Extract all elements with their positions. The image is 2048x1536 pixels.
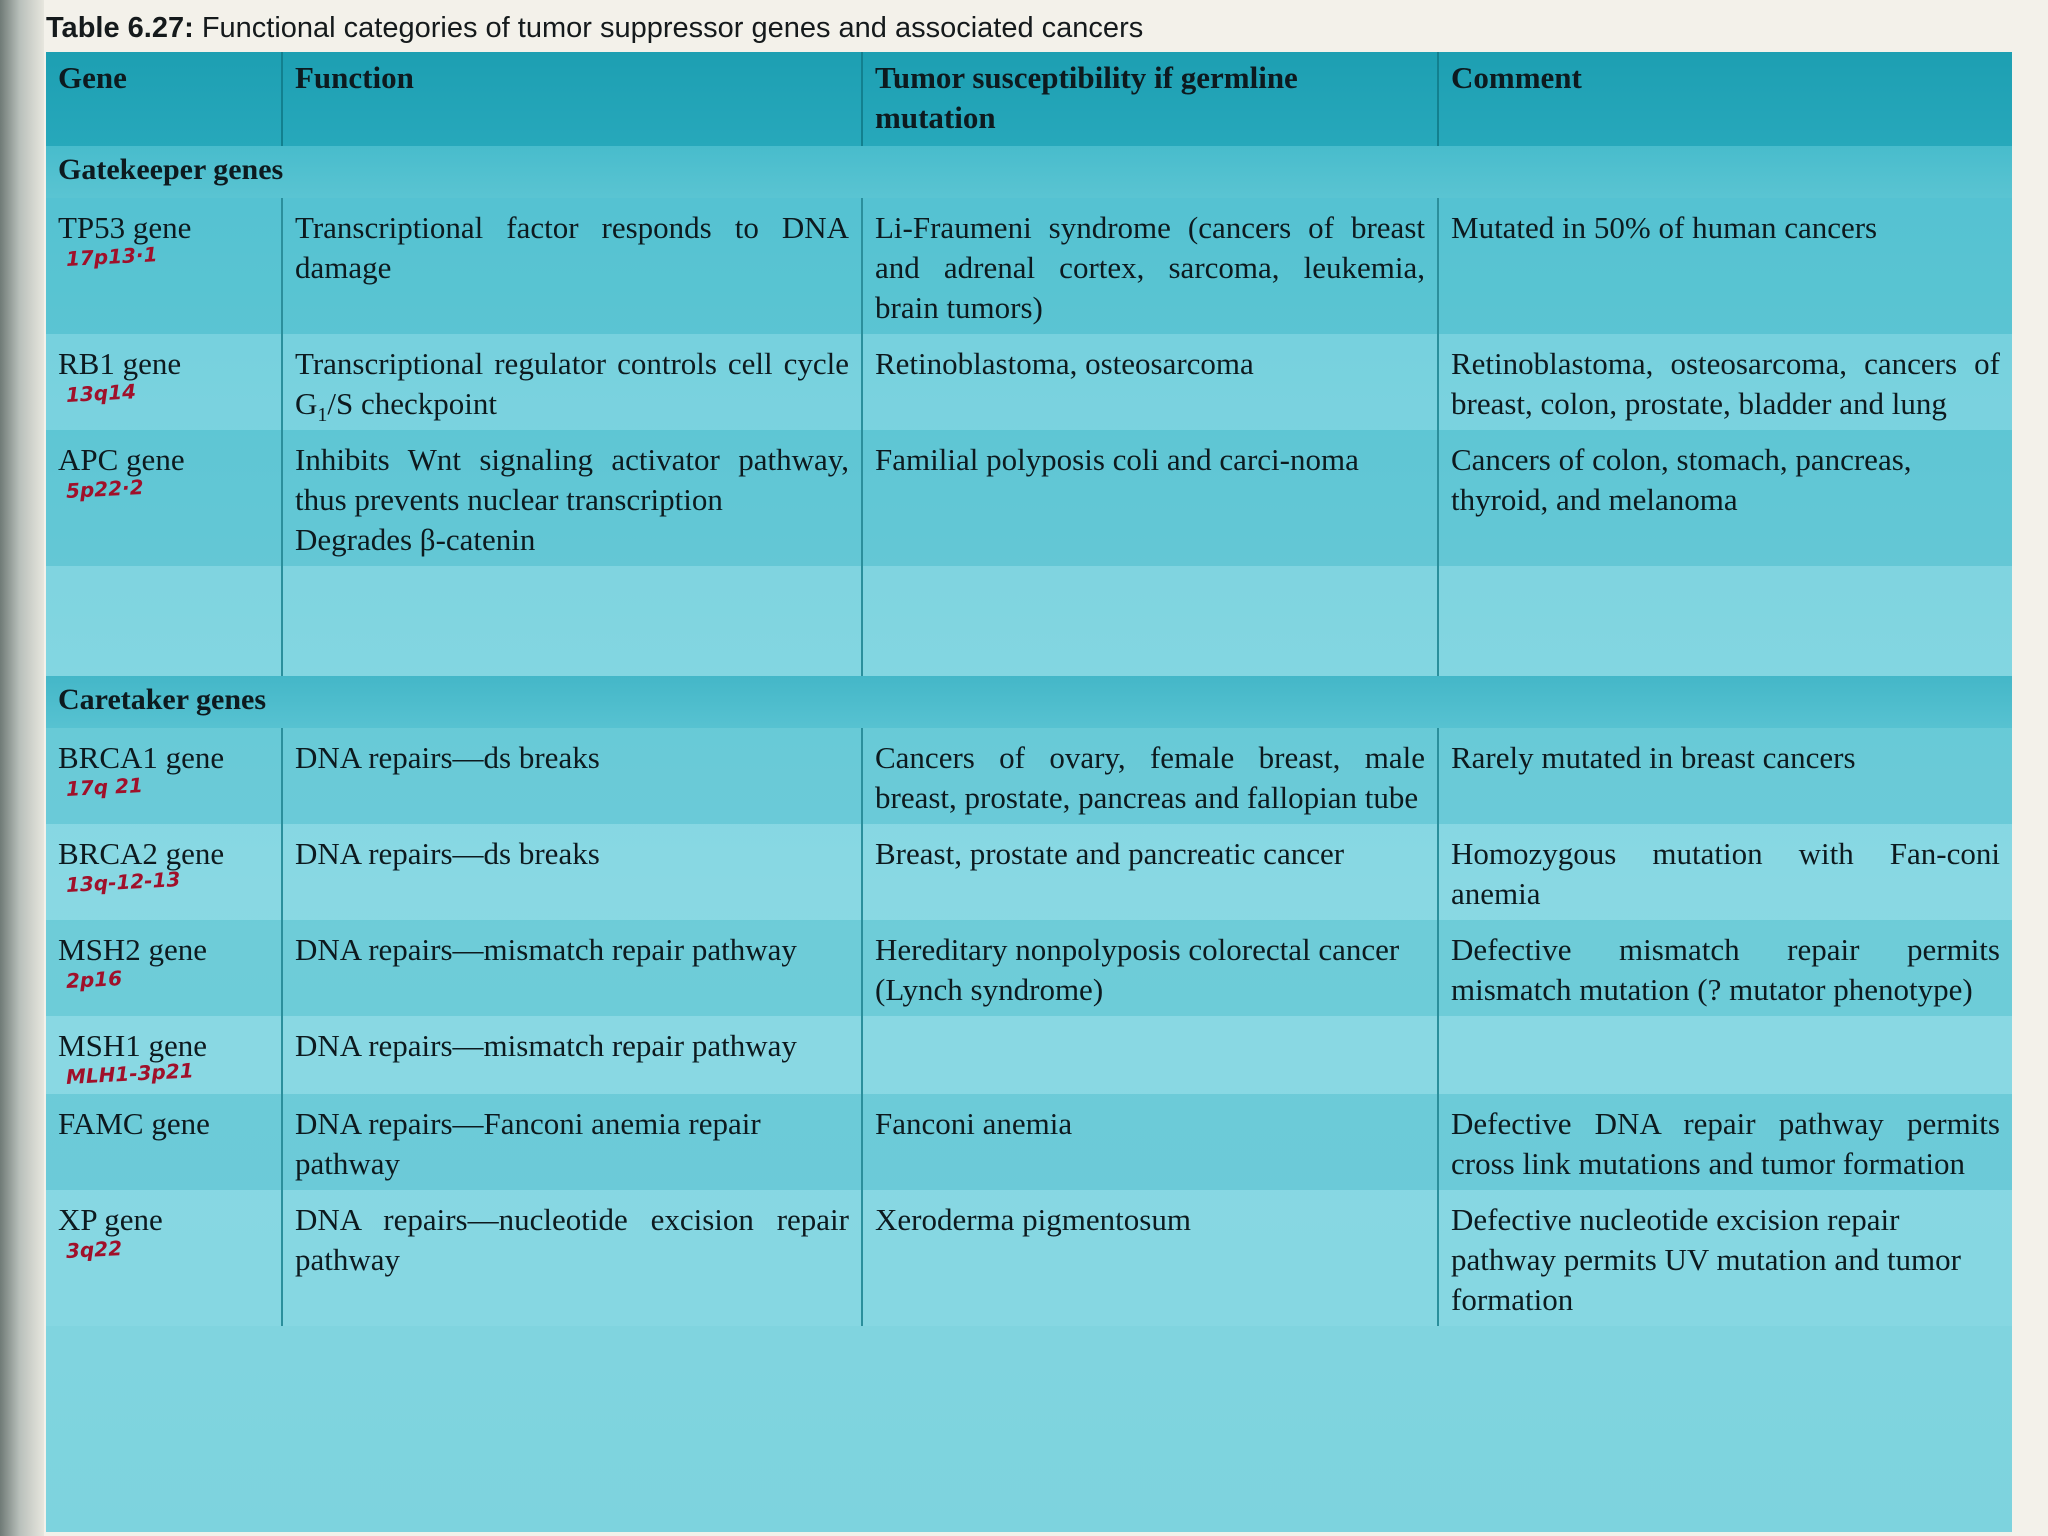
function-cell: DNA repairs—mismatch repair pathway (282, 920, 862, 1016)
comment-cell: Defective DNA repair pathway permits cross link mutations and tumor formation (1438, 1094, 2012, 1190)
function-cell: DNA repairs—mismatch repair pathway (282, 1016, 862, 1094)
gene-name: FAMC gene (58, 1106, 210, 1141)
handwritten-locus-note: 3q22 (65, 1236, 123, 1263)
function-extra: Degrades β-catenin (295, 522, 536, 557)
tumor-cell: Cancers of ovary, female breast, male breast, prostate, pancreas and fallopian tube (862, 728, 1438, 824)
table-row-msh2 (46, 920, 2012, 1016)
comment-cell: Mutated in 50% of human cancers (1438, 198, 2012, 334)
tumor-suppressor-table (46, 52, 2012, 1532)
page-gutter-shadow (0, 0, 44, 1536)
header-gene: Gene (46, 52, 282, 146)
tumor-cell: Retinoblastoma, osteosarcoma (862, 334, 1438, 430)
header-row (46, 52, 2012, 146)
gene-name: MSH1 gene (58, 1028, 207, 1063)
function-cell (282, 430, 862, 566)
tumor-cell: Breast, prostate and pancreatic cancer (862, 824, 1438, 920)
table-row-apc (46, 430, 2012, 566)
table-row-xp (46, 1190, 2012, 1326)
handwritten-locus-note: 5p22·2 (65, 474, 145, 503)
table-row-famc (46, 1094, 2012, 1190)
gene-cell (46, 1190, 282, 1326)
comment-cell: Defective mismatch repair permits mismatch mutation (? mutator phenotype) (1438, 920, 2012, 1016)
header-function: Function (282, 52, 862, 146)
spacer-row (46, 566, 2012, 676)
gene-name: BRCA1 gene (58, 740, 225, 775)
table-row-rb1 (46, 334, 2012, 430)
gene-cell (46, 920, 282, 1016)
function-text: Transcriptional regulator controls cell cycle G (295, 346, 849, 421)
gene-name: TP53 gene (58, 210, 192, 245)
function-text: Inhibits Wnt signaling activator pathway, thus prevents nuclear transcription (295, 442, 849, 517)
comment-cell: Rarely mutated in breast cancers (1438, 728, 2012, 824)
handwritten-locus-note: 2p16 (65, 966, 123, 993)
handwritten-locus-note: 13q14 (65, 379, 137, 407)
gene-cell (46, 1016, 282, 1094)
gene-cell (46, 430, 282, 566)
table-caption (46, 6, 2006, 50)
comment-cell: Cancers of colon, stomach, pancreas, thyroid, and melanoma (1438, 430, 2012, 566)
tumor-cell: Hereditary nonpolyposis colorectal cancer (Lynch syndrome) (862, 920, 1438, 1016)
function-cell: DNA repairs—ds breaks (282, 824, 862, 920)
comment-cell: Retinoblastoma, osteosarcoma, cancers of breast, colon, prostate, bladder and lung (1438, 334, 2012, 430)
comment-cell (1438, 1016, 2012, 1094)
function-cell (282, 334, 862, 430)
handwritten-locus-note: MLH1-3p21 (65, 1058, 195, 1089)
gene-name: XP gene (58, 1202, 163, 1237)
tumor-cell: Xeroderma pigmentosum (862, 1190, 1438, 1326)
table-row-msh1 (46, 1016, 2012, 1094)
handwritten-locus-note: 13q-12-13 (65, 867, 181, 897)
function-cell: DNA repairs—Fanconi anemia repair pathway (282, 1094, 862, 1190)
group-row-caretaker (46, 676, 2012, 728)
group-row-gatekeeper (46, 146, 2012, 198)
table-row-brca2 (46, 824, 2012, 920)
tumor-cell: Li-Fraumeni syndrome (cancers of breast and adrenal cortex, sarcoma, leukemia, brain tumors) (862, 198, 1438, 334)
group-label-gatekeeper: Gatekeeper genes (46, 146, 2012, 198)
caption-text: Functional categories of tumor suppressor genes and associated cancers (201, 12, 1144, 44)
gene-name: MSH2 gene (58, 932, 207, 967)
gene-cell (46, 1094, 282, 1190)
tumor-cell (862, 1016, 1438, 1094)
table-row-tp53 (46, 198, 2012, 334)
function-text-end: /S checkpoint (327, 386, 497, 421)
function-cell: Transcriptional factor responds to DNA damage (282, 198, 862, 334)
tumor-cell: Fanconi anemia (862, 1094, 1438, 1190)
comment-cell: Defective nucleotide excision repair pathway permits UV mutation and tumor formation (1438, 1190, 2012, 1326)
gene-name: RB1 gene (58, 346, 182, 381)
gene-cell (46, 334, 282, 430)
header-tumor-susceptibility: Tumor susceptibility if germline mutation (862, 52, 1438, 146)
handwritten-locus-note: 17q 21 (65, 772, 144, 801)
header-comment: Comment (1438, 52, 2012, 146)
group-label-caretaker: Caretaker genes (46, 676, 2012, 728)
comment-cell: Homozygous mutation with Fan-coni anemia (1438, 824, 2012, 920)
gene-name: APC gene (58, 442, 185, 477)
handwritten-locus-note: 17p13·1 (65, 242, 159, 271)
function-cell: DNA repairs—ds breaks (282, 728, 862, 824)
caption-label: Table 6.27: (46, 12, 194, 44)
table-row-brca1 (46, 728, 2012, 824)
gene-cell (46, 824, 282, 920)
gene-name: BRCA2 gene (58, 836, 225, 871)
function-subscript: 1 (317, 404, 328, 427)
tumor-cell: Familial polyposis coli and carci-noma (862, 430, 1438, 566)
gene-cell (46, 198, 282, 334)
gene-cell (46, 728, 282, 824)
function-cell: DNA repairs—nucleotide excision repair pathway (282, 1190, 862, 1326)
